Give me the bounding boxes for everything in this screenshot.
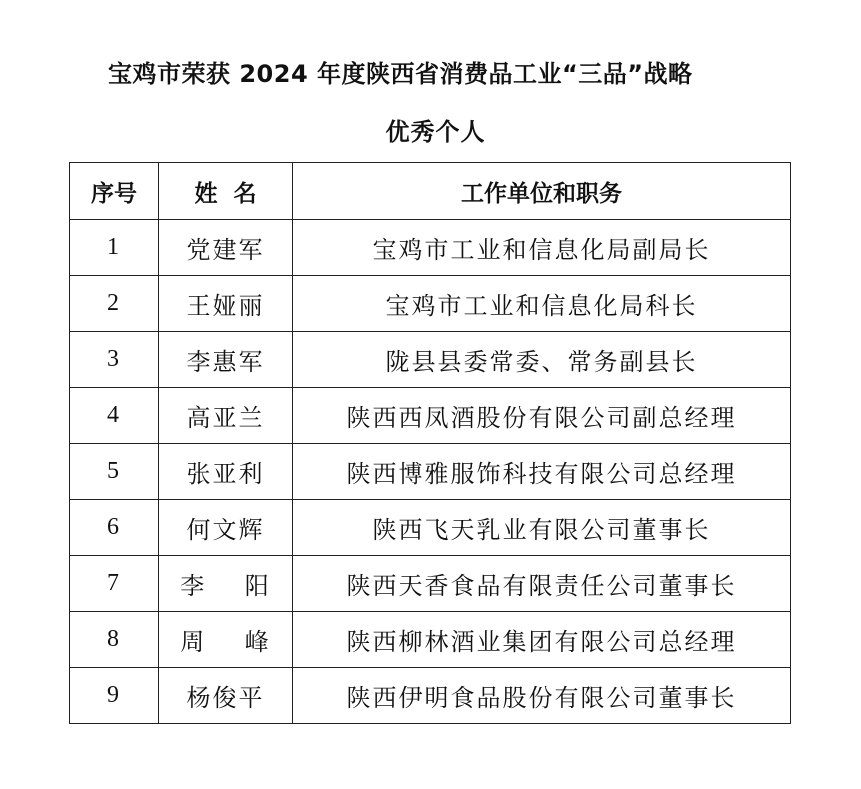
cell-workplace-position: 陕西飞天乳业有限公司董事长 xyxy=(293,500,791,556)
cell-serial-number: 7 xyxy=(70,556,159,612)
cell-serial-number: 9 xyxy=(70,668,159,724)
cell-name: 张亚利 xyxy=(159,444,293,500)
table-row xyxy=(70,500,791,556)
cell-name: 李 阳 xyxy=(159,556,293,612)
cell-workplace-position: 陕西天香食品有限责任公司董事长 xyxy=(293,556,791,612)
table-row xyxy=(70,668,791,724)
cell-workplace-position: 陇县县委常委、常务副县长 xyxy=(293,332,791,388)
cell-serial-number: 2 xyxy=(70,276,159,332)
table-row xyxy=(70,388,791,444)
cell-serial-number: 1 xyxy=(70,220,159,276)
cell-name: 党建军 xyxy=(159,220,293,276)
table-row xyxy=(70,556,791,612)
cell-name: 高亚兰 xyxy=(159,388,293,444)
cell-workplace-position: 陕西柳林酒业集团有限公司总经理 xyxy=(293,612,791,668)
table-row xyxy=(70,220,791,276)
honoree-table xyxy=(69,162,791,724)
cell-name: 周 峰 xyxy=(159,612,293,668)
cell-workplace-position: 陕西博雅服饰科技有限公司总经理 xyxy=(293,444,791,500)
cell-workplace-position: 宝鸡市工业和信息化局副局长 xyxy=(293,220,791,276)
table-row xyxy=(70,276,791,332)
cell-serial-number: 8 xyxy=(70,612,159,668)
cell-name: 李惠军 xyxy=(159,332,293,388)
cell-name: 王娅丽 xyxy=(159,276,293,332)
cell-name: 杨俊平 xyxy=(159,668,293,724)
cell-name: 何文辉 xyxy=(159,500,293,556)
cell-serial-number: 6 xyxy=(70,500,159,556)
table-header-row xyxy=(70,163,791,220)
cell-serial-number: 4 xyxy=(70,388,159,444)
cell-workplace-position: 宝鸡市工业和信息化局科长 xyxy=(293,276,791,332)
cell-workplace-position: 陕西伊明食品股份有限公司董事长 xyxy=(293,668,791,724)
table-row xyxy=(70,444,791,500)
header-name: 姓 名 xyxy=(159,163,293,220)
header-workplace-position: 工作单位和职务 xyxy=(293,163,791,220)
cell-workplace-position: 陕西西凤酒股份有限公司副总经理 xyxy=(293,388,791,444)
table-row xyxy=(70,612,791,668)
document-title-line-1: 宝鸡市荣获 2024 年度陕西省消费品工业“三品”战略 xyxy=(108,60,693,88)
cell-serial-number: 5 xyxy=(70,444,159,500)
cell-serial-number: 3 xyxy=(70,332,159,388)
header-serial-number: 序号 xyxy=(70,163,159,220)
document-title-line-2: 优秀个人 xyxy=(385,118,486,146)
table-row xyxy=(70,332,791,388)
